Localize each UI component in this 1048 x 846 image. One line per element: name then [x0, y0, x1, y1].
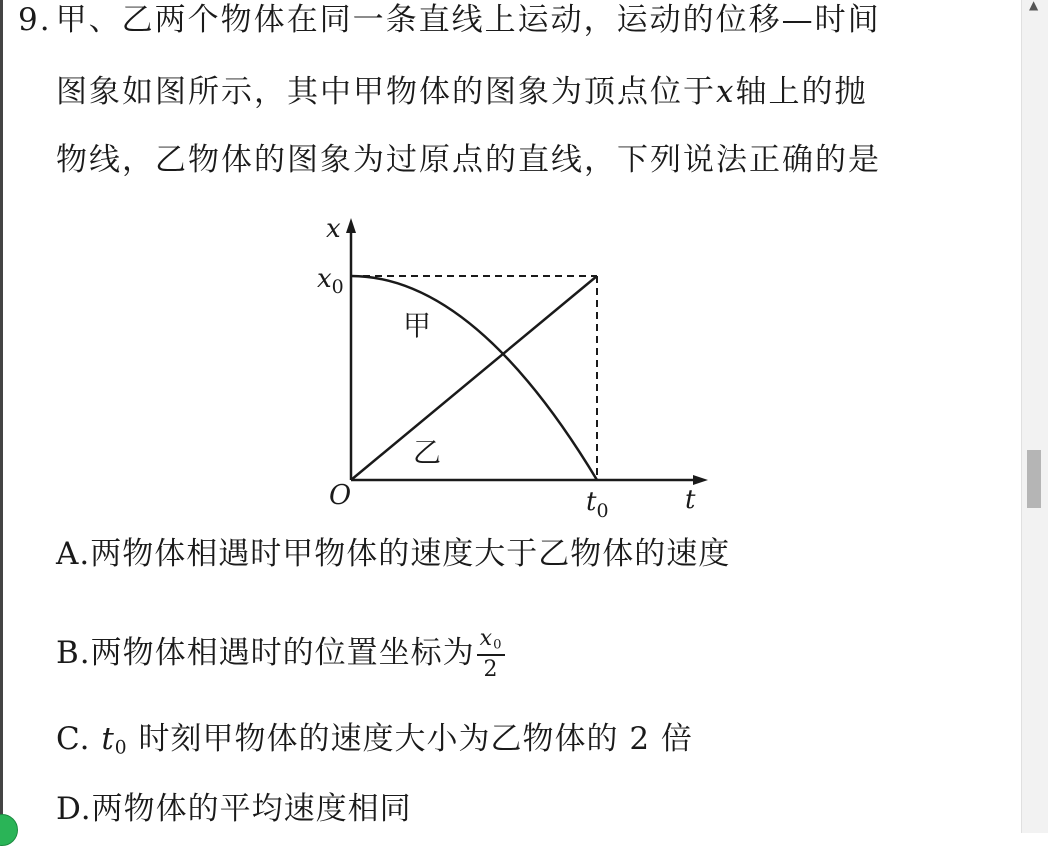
x0-label-main: x — [317, 264, 332, 294]
option-b-fraction — [477, 628, 506, 681]
fraction-denominator: 2 — [483, 656, 499, 682]
x-axis-label: t — [685, 485, 696, 515]
t0-label-main: t — [586, 487, 597, 517]
option-b-label: B. — [56, 634, 91, 671]
option-a[interactable] — [56, 534, 730, 574]
option-d[interactable] — [56, 789, 412, 829]
x0-label — [317, 264, 344, 298]
fraction-numerator-sub: 0 — [493, 637, 503, 653]
option-d-label: D. — [56, 791, 92, 827]
option-c-text: 时刻甲物体的速度大小为乙物体的 2 倍 — [138, 721, 693, 757]
t0-label-sub: 0 — [596, 500, 609, 522]
fraction-numerator — [477, 628, 506, 656]
question-text-3: 物线，乙物体的图象为过原点的直线，下列说法正确的是 — [56, 142, 881, 178]
question-text-2b: 轴上的抛 — [735, 74, 868, 110]
scroll-up-arrow-icon[interactable]: ▲ — [1029, 0, 1039, 12]
question-text-2a: 图象如图所示，其中甲物体的图象为顶点位于 — [56, 74, 716, 110]
line-yi — [351, 276, 597, 480]
option-b-text: 两物体相遇时的位置坐标为 — [90, 634, 475, 671]
y-axis-arrow — [346, 218, 356, 233]
x-axis-arrow — [693, 475, 708, 485]
question-text-1: 甲、乙两个物体在同一条直线上运动，运动的位移—时间 — [55, 2, 881, 38]
option-a-text: 两物体相遇时甲物体的速度大于乙物体的速度 — [90, 536, 731, 572]
origin-label: O — [329, 480, 352, 511]
scrollbar-thumb[interactable] — [1027, 450, 1041, 508]
option-d-text: 两物体的平均速度相同 — [91, 791, 412, 827]
curve-jia-label: 甲 — [403, 309, 432, 342]
option-c-var-main: t — [101, 721, 115, 757]
option-c-var — [101, 721, 127, 757]
line-yi-label: 乙 — [413, 436, 442, 469]
option-c-label: C. — [56, 721, 91, 757]
y-axis-label: x — [326, 214, 341, 244]
option-c-var-sub: 0 — [114, 737, 128, 759]
fraction-numerator-main: x — [479, 626, 494, 651]
option-b[interactable] — [56, 628, 505, 681]
x0-label-sub: 0 — [331, 276, 344, 298]
question-var-x: x — [716, 74, 736, 110]
question-number: 9. — [18, 2, 52, 38]
t0-label — [586, 487, 609, 522]
option-a-label: A. — [56, 536, 91, 572]
vertical-scrollbar[interactable] — [1021, 0, 1048, 833]
option-c[interactable] — [56, 719, 693, 769]
